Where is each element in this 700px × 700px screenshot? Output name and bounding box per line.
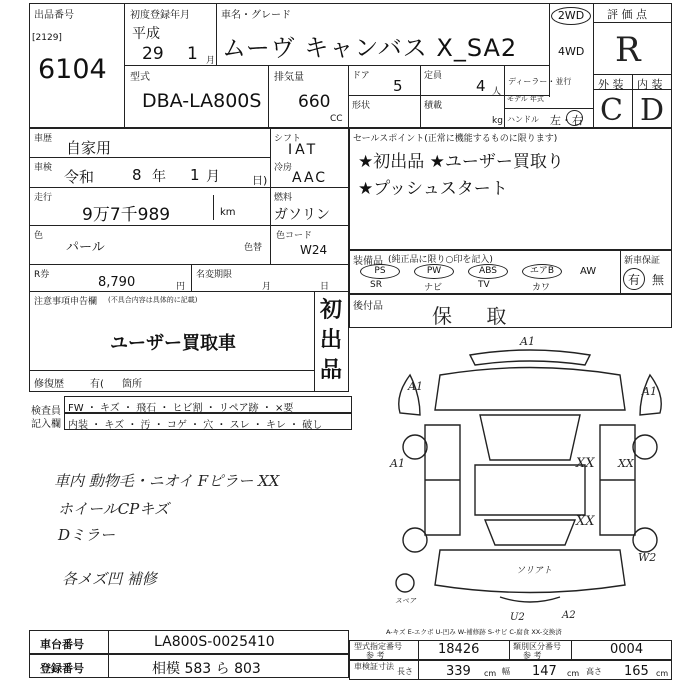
inspection-month-unit: 月 [206,169,220,185]
divider [420,65,421,128]
equipment-item: カワ [532,283,551,293]
chassis-value: LA800S-0025410 [154,634,275,650]
divider [314,291,315,392]
first-reg-month: 1 [187,44,198,64]
title-expiry-month: 月 [262,282,272,292]
chassis-label: 車台番号 [40,638,84,651]
first-listing-stamp: 初出品 [319,298,342,383]
km-unit: km [220,207,236,218]
mark-a1-right: A1 [642,385,657,398]
first-reg-label: 初度登録年月 [130,10,190,21]
first-reg-month-unit: 月 [206,56,216,66]
equipment-item: SR [370,280,382,290]
drive-4wd: 4WD [558,45,585,58]
divider [191,264,192,291]
height-cm: cm [656,669,669,678]
inspector-label-2: 記入欄 [31,419,61,430]
car-name: ムーヴ キャンバス X_SA2 [222,34,518,62]
length-label: 車検証寸法 [354,662,394,671]
history-label: 車歴 [34,134,53,144]
fuel-label: 燃料 [274,193,293,203]
length-sub: 長さ [397,667,413,676]
dealer-label: ディーラー・並行 [508,77,572,86]
mark-a1-left: A1 [408,380,423,393]
width-label: 幅 [502,667,510,676]
divider [418,640,419,680]
divider [268,65,269,128]
note-line-4: 各メズ凹 補修 [62,570,157,588]
title-expiry-label: 名変期限 [196,270,233,280]
divider [29,370,314,371]
interior-label: 内 装 [637,78,663,91]
divider [571,640,572,660]
lot-code: [2129] [32,33,62,43]
fuel-value: ガソリン [274,207,330,223]
diagram-legend: A-キズ E-エクボ U-凹み W-補修跡 S-サビ C-腐食 XX-交換済 [386,628,562,636]
divider [348,65,349,128]
load-label: 積載 [424,101,443,111]
mark-a1-side: A1 [390,457,405,470]
note-line-1: 車内 動物毛・ニオイ Fピラー XX [54,472,280,490]
capacity-value: 4 [476,77,486,95]
reg-label: 登録番号 [40,662,84,675]
selling-point-1: ★初出品 ★ユーザー買取り [358,152,564,172]
inspection-year-unit: 年 [152,169,166,185]
type-designation-label: 型式指定番号 [354,642,402,651]
divider [108,630,109,678]
type-designation-value: 18426 [438,642,480,657]
lot-label: 出品番号 [34,10,74,21]
category-value: 0004 [610,642,644,657]
model-value: DBA-LA800S [142,90,262,112]
divider [620,250,621,294]
score-value: R [615,30,641,70]
note-line-2: ホイールCPキズ [58,500,169,518]
inspection-day-unit: 日) [252,174,268,187]
doors-label: ドア [352,71,370,81]
divider [29,225,349,226]
mark-w2: W2 [638,551,657,564]
notice-value: ユーザー買取車 [110,333,236,354]
color-change-label: 色替 [244,243,263,253]
equipment-item: PW [414,264,454,279]
score-label: 評 価 点 [607,8,647,21]
inspector-exterior-items: FW ・ キズ ・ 飛石 ・ ヒビ割 ・ リペア跡 ・ ×要 [68,403,294,414]
length-value: 339 [446,664,471,679]
mark-a1-top: A1 [520,335,535,348]
car-diagram [380,335,680,620]
width-cm: cm [567,669,580,678]
notice-label: 注意事項申告欄 [34,297,98,307]
divider [593,22,672,23]
mark-xx-1: XX [576,456,595,471]
car-name-label: 車名・グレード [221,10,291,21]
color-label: 色 [34,231,44,241]
model-year-label: モデル 年式 [507,95,544,103]
ac-value: AAC [292,170,328,186]
divider [509,640,510,660]
mileage-value: 9万7千989 [82,205,171,225]
inspection-month: 1 [190,166,200,184]
handle-right-circled [566,110,583,126]
height-label: 高さ [586,667,602,676]
category-sub: 参 考 [523,651,542,660]
divider [504,65,505,128]
equipment-item: ナビ [424,283,443,293]
recycle-value: 8,790 [98,275,136,290]
equipment-item: PS [360,264,400,279]
height-value: 165 [624,664,649,679]
notice-sub: (不具合内容は具体的に記載) [108,296,198,304]
selling-points-label: セールスポイント(正常に機能するものに限ります) [353,134,558,144]
length-cm: cm [484,669,497,678]
exterior-label: 外 装 [598,78,624,91]
kg-unit: kg [492,116,503,126]
inspector-interior-items: 内装 ・ キズ ・ 汚 ・ コゲ ・ 穴 ・ スレ ・ キレ ・ 破し [68,420,323,431]
mark-xx-3: XX [576,514,595,529]
divider [29,264,349,265]
width-value: 147 [532,664,557,679]
after-market-value: 保 取 [432,304,521,328]
equipment-label: 装備品 [353,256,383,267]
drive-2wd-circled: 2WD [551,7,591,25]
yen-unit: 円 [176,282,186,292]
interior-grade: D [640,93,665,128]
divider [270,128,271,238]
mark-spare: スペア [395,597,416,605]
divider [213,195,214,220]
equipment-item: TV [478,280,490,290]
mark-a2: A2 [562,610,576,620]
repair-unit: 箇所 [122,379,142,390]
equipment-item: エアB [522,264,562,279]
color-value: パール [66,240,105,255]
divider [216,3,217,65]
color-code-value: W24 [300,243,328,257]
selling-point-2: ★プッシュスタート [358,179,508,199]
displacement-value: 660 [298,92,331,112]
inspection-label: 車検 [34,163,53,173]
lot-number: 6104 [38,54,107,85]
divider [29,187,349,188]
divider [504,108,593,109]
category-label: 類別区分番号 [513,642,561,651]
warranty-no: 無 [652,273,665,287]
reg-value: 相模 583 ら 803 [152,661,261,677]
type-designation-sub: 参 考 [366,651,385,660]
divider [29,291,349,292]
color-code-label: 色コード [276,231,313,241]
recycle-label: R券 [34,270,50,280]
inspection-era: 令和 [64,168,95,186]
repair-label: 修復歴 [34,379,64,390]
mileage-label: 走行 [34,193,53,203]
exterior-grade: C [600,93,623,128]
shift-label: シフト [274,134,302,144]
shift-value: IAT [288,142,319,158]
person-unit: 人 [492,87,502,97]
mark-u2: U2 [510,612,525,620]
shape-label: 形状 [352,101,371,111]
repair-value: 有( [90,379,104,390]
mark-soriato: ソリアト [516,566,553,576]
handle-value: 左・右 [550,114,583,127]
displacement-label: 排気量 [274,72,304,83]
mark-xx-2: XX [618,457,634,470]
new-car-label: 新車保証 [624,256,661,266]
ac-label: 冷房 [274,163,293,173]
equipment-item: AW [580,266,597,277]
divider [632,74,633,128]
doors-value: 5 [393,77,403,95]
equipment-item: ABS [468,264,508,279]
divider [124,65,549,66]
cc-unit: CC [330,114,343,124]
title-expiry-day: 日 [320,282,330,292]
inspector-label-1: 検査員 [31,406,61,417]
inspection-year: 8 [132,166,142,184]
after-market-label: 後付品 [353,301,383,312]
note-line-3: Dミラー [58,526,116,544]
warranty-yes: 有 [628,273,641,287]
handle-label: ハンドル [507,115,539,124]
equipment-sub: (純正品に限り○印を記入) [388,255,493,265]
divider [270,225,271,264]
history-value: 自家用 [66,139,112,157]
model-label: 型式 [130,72,150,83]
first-reg-year: 29 [142,44,164,64]
first-reg-era: 平成 [132,26,160,42]
capacity-label: 定員 [424,71,443,81]
